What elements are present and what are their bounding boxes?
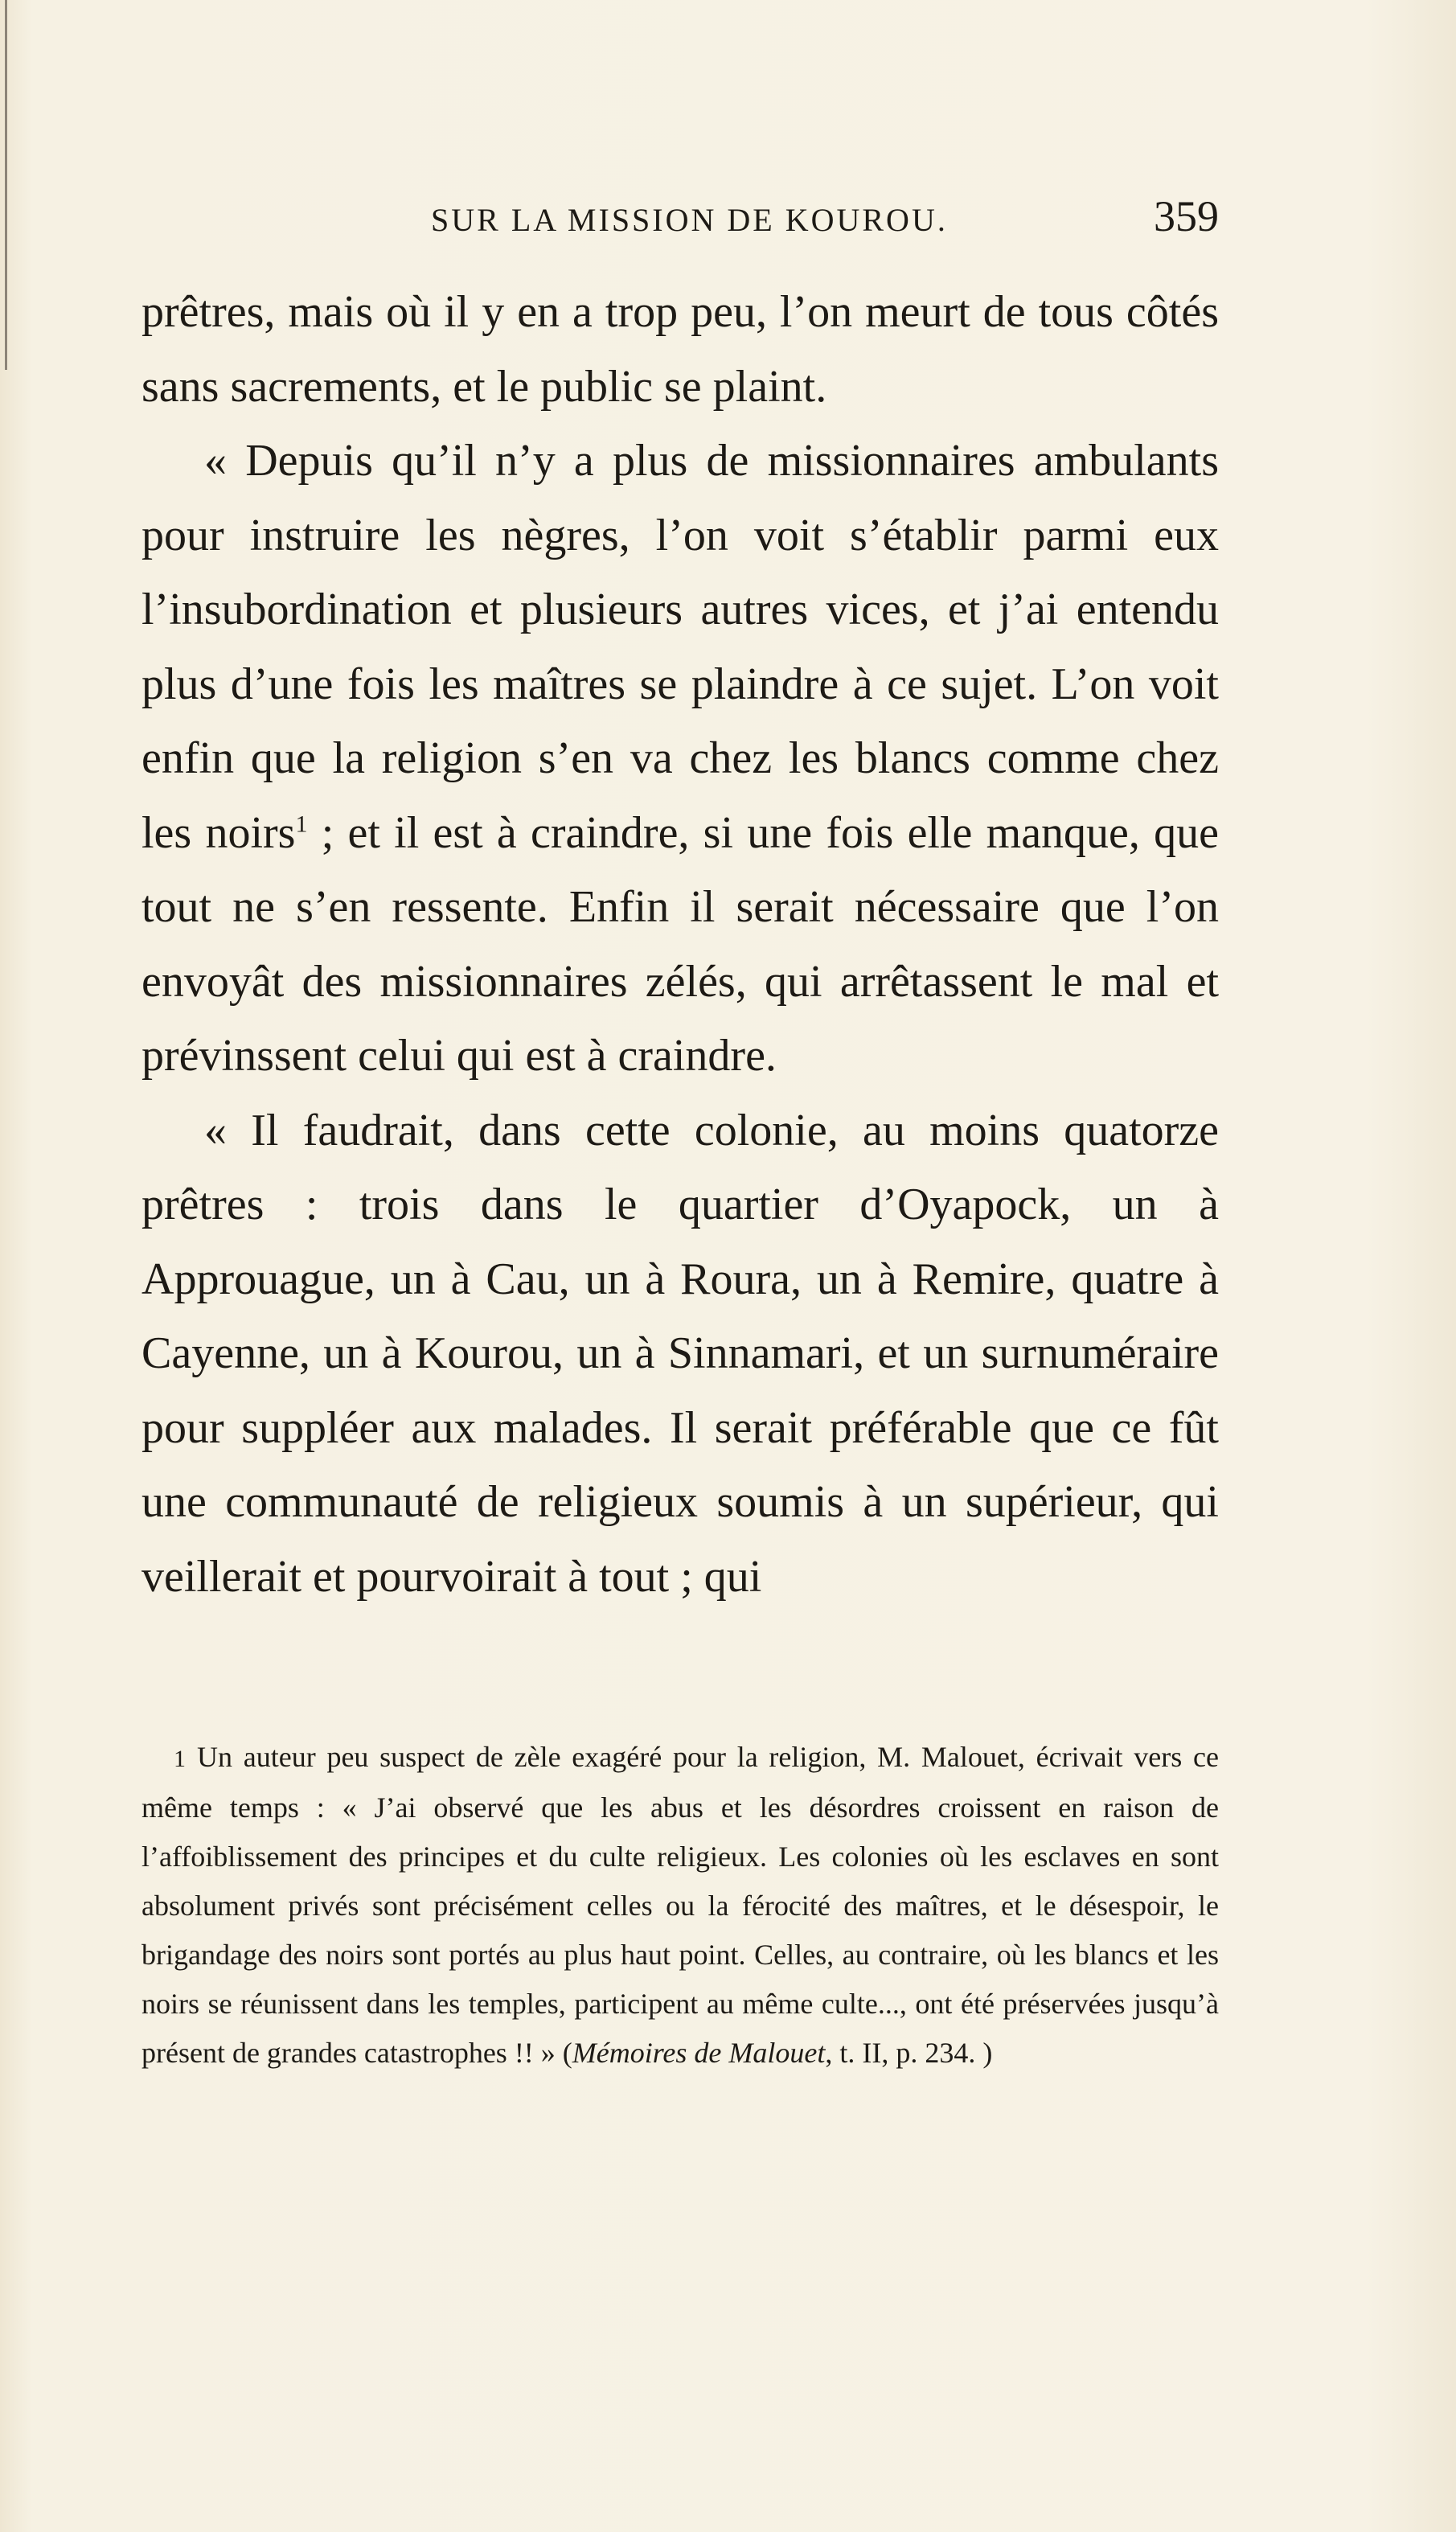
footnote-source-tail: , t. II, p. 234. ) bbox=[825, 2037, 993, 2069]
footnotes bbox=[141, 1733, 1219, 2078]
footnote-reference[interactable]: 1 bbox=[295, 810, 308, 837]
paragraph-priests: « Il faudrait, dans cette colonie, au moins quatorze prêtres : trois dans le quartier d’Oyapock, un à Approuague, un à Cau, un à Roura, un à Remire, quatre à Cayenne, un à Kourou, un à Sinnamari, et un surnuméraire pour suppléer aux malades. Il serait préférable que ce fût une communauté de religieux soumis à un supérieur, qui veillerait et pourvoirait à tout ; qui bbox=[141, 1105, 1219, 1602]
footnote bbox=[141, 1733, 1219, 2078]
footnote-text: Un auteur peu suspect de zèle exagéré pour la religion, M. Malouet, écrivait vers ce même temps : « J’ai observé que les abus et les désordres croissent en raison de l’affoiblissement des principes et du culte religieux. Les colonies où les esclaves en sont absolument privés sont précisément celles ou la férocité des maîtres, et le désespoir, le brigandage des noirs sont portés au plus haut point. Celles, au contraire, où les blancs et les noirs se réunissent dans les temples, participent au même culte..., ont été préservées jusqu’à présent de grandes catastrophes !! » ( bbox=[141, 1741, 1219, 2069]
paragraph-text: « Depuis qu’il n’y a plus de missionnaires ambulants pour instruire les nègres, l’on voit s’établir parmi eux l’insubordination et plusieurs autres vices, et j’ai entendu plus d’une fois les maîtres se plaindre à ce sujet. L’on voit enfin que la religion s’en va chez les blancs comme chez les noirs bbox=[141, 436, 1219, 858]
footnote-marker: 1 bbox=[174, 1746, 186, 1772]
running-title: SUR LA MISSION DE KOUROU. bbox=[431, 202, 948, 238]
running-head bbox=[141, 183, 1219, 248]
paragraph-continuation: prêtres, mais où il y en a trop peu, l’on meurt de tous côtés sans sacrements, et le public se plaint. bbox=[141, 287, 1219, 412]
footnote-source-title: Mémoires de Malouet bbox=[572, 2037, 826, 2069]
paragraph-text: ; et il est à craindre, si une fois elle manque, que tout ne s’en ressente. Enfin il serait nécessaire que l’on envoyât des missionnaires zélés, qui arrêtassent le mal et prévinssent celui qui est à craindre. bbox=[141, 807, 1219, 1081]
body-text bbox=[141, 275, 1219, 1614]
binding-edge bbox=[5, 0, 7, 370]
paragraph-missionaries bbox=[141, 424, 1219, 1094]
page-number: 359 bbox=[1154, 192, 1219, 240]
